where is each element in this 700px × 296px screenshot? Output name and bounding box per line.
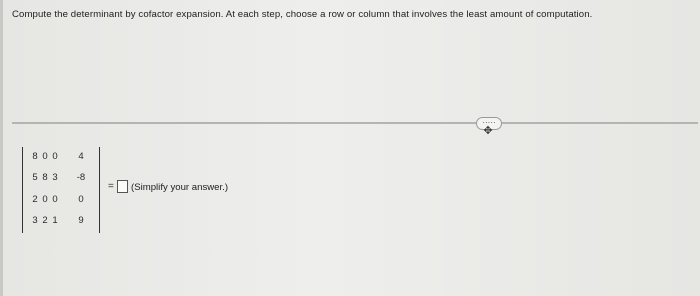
- matrix-cell: 0: [42, 151, 48, 162]
- matrix-row: [29, 151, 97, 163]
- matrix-cell: 9: [78, 215, 84, 226]
- equals-sign: =: [108, 181, 114, 192]
- matrix-cell: 8: [42, 172, 48, 183]
- more-options-button[interactable]: ·····: [476, 117, 502, 130]
- question-text: Compute the determinant by cofactor expansion. At each step, choose a row or column that involves the least amount of computation.: [12, 9, 593, 20]
- answer-hint: (Simplify your answer.): [131, 182, 229, 193]
- matrix-cell: 5: [32, 172, 38, 183]
- matrix-cell: 2: [42, 215, 48, 226]
- matrix-cell: 3: [32, 215, 38, 226]
- move-icon[interactable]: ✥: [483, 125, 493, 137]
- matrix-cell: 8: [32, 151, 38, 162]
- answer-input[interactable]: [117, 180, 128, 193]
- matrix-cell: -8: [76, 172, 86, 183]
- matrix-cell: 2: [32, 194, 38, 205]
- matrix-row: [29, 194, 97, 206]
- matrix-row: [29, 172, 97, 184]
- section-divider: [12, 122, 698, 124]
- matrix-cell: 0: [42, 194, 48, 205]
- matrix-cell: 4: [78, 151, 84, 162]
- matrix-cell: 0: [78, 194, 84, 205]
- determinant-left-bar: [22, 147, 23, 233]
- matrix-row: [29, 215, 97, 227]
- matrix-cell: 3: [52, 172, 58, 183]
- left-edge-shadow: [0, 0, 3, 296]
- determinant-right-bar: [99, 147, 100, 233]
- matrix-cell: 0: [52, 194, 58, 205]
- matrix-cell: 0: [52, 151, 58, 162]
- determinant-matrix: [22, 147, 100, 233]
- matrix-cell: 1: [52, 215, 58, 226]
